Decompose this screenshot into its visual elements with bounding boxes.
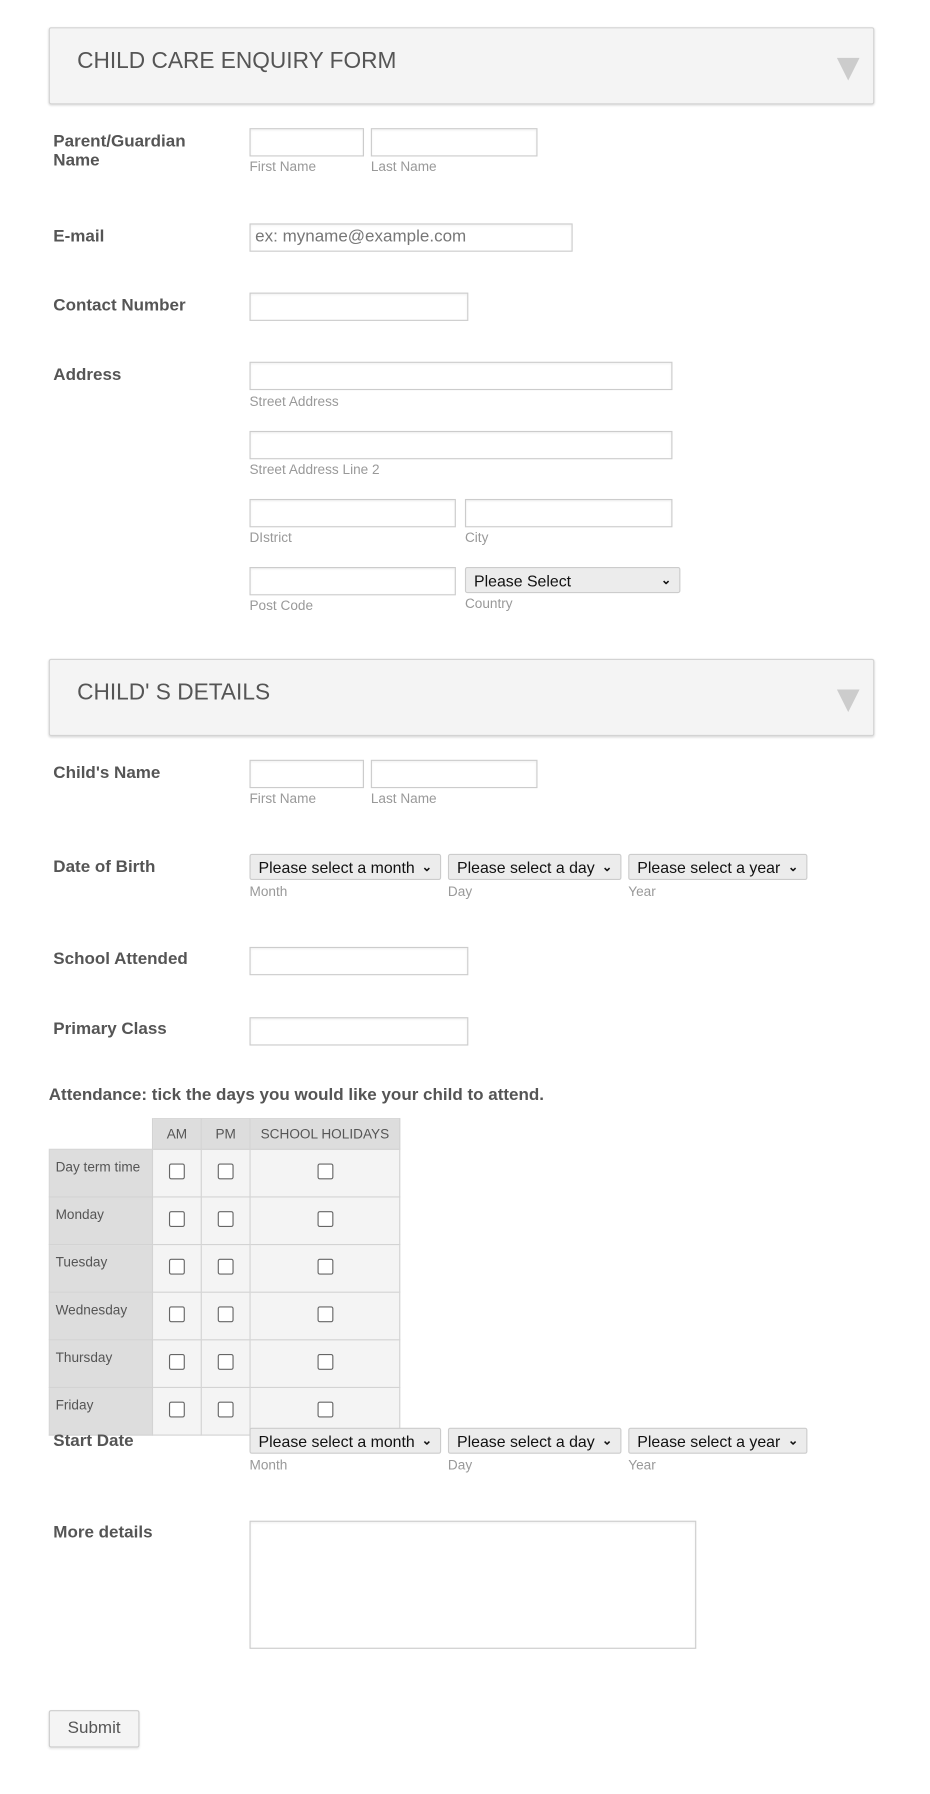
matrix-cell (201, 1292, 250, 1340)
attendance-checkbox[interactable] (317, 1163, 333, 1179)
start-year-select[interactable] (628, 1428, 807, 1454)
street-address-2-sublabel: Street Address Line 2 (249, 461, 380, 478)
day-sublabel: Day (447, 1457, 473, 1474)
attendance-checkbox[interactable] (169, 1354, 185, 1370)
district-input[interactable] (249, 499, 455, 527)
chevron-down-icon: ⌄ (660, 573, 672, 588)
section-title: CHILD' S DETAILS (77, 680, 271, 706)
contact-number-label: Contact Number (53, 295, 186, 316)
child-name-label: Child's Name (53, 763, 161, 783)
chevron-down-icon: ⌄ (787, 860, 799, 875)
child-last-name-input[interactable] (371, 760, 538, 788)
first-name-sublabel: First Name (249, 158, 317, 175)
matrix-corner (49, 1119, 152, 1150)
last-name-sublabel: Last Name (370, 790, 437, 807)
attendance-checkbox[interactable] (317, 1211, 333, 1227)
matrix-cell (153, 1387, 202, 1435)
school-attended-input[interactable] (249, 947, 468, 975)
dob-day-value: Please select a day (457, 857, 595, 877)
attendance-checkbox[interactable] (218, 1306, 234, 1322)
start-year-value: Please select a year (637, 1431, 781, 1450)
street-address-sublabel: Street Address (249, 393, 339, 410)
row-label: Monday (49, 1197, 152, 1245)
row-label: Day term time (49, 1149, 152, 1197)
matrix-cell (250, 1149, 400, 1197)
column-header: AM (153, 1119, 202, 1150)
matrix-cell (153, 1292, 202, 1340)
form-title: CHILD CARE ENQUIRY FORM (77, 48, 397, 74)
parent-last-name-input[interactable] (371, 128, 538, 156)
attendance-checkbox[interactable] (169, 1306, 185, 1322)
post-code-sublabel: Post Code (249, 597, 314, 614)
matrix-cell (153, 1245, 202, 1293)
primary-class-input[interactable] (249, 1017, 468, 1045)
school-attended-label: School Attended (53, 949, 188, 969)
chevron-down-icon: ⌄ (787, 1434, 799, 1449)
dob-label: Date of Birth (53, 857, 156, 877)
matrix-cell (201, 1387, 250, 1435)
attendance-checkbox[interactable] (218, 1354, 234, 1370)
chevron-down-icon: ⌄ (601, 1434, 613, 1449)
row-label: Thursday (49, 1340, 152, 1388)
email-input[interactable]: ex: myname@example.com (249, 223, 572, 251)
row-label: Tuesday (49, 1245, 152, 1293)
year-sublabel: Year (628, 883, 656, 900)
last-name-sublabel: Last Name (370, 158, 437, 175)
matrix-cell (250, 1197, 400, 1245)
matrix-row (49, 1245, 399, 1293)
attendance-checkbox[interactable] (317, 1306, 333, 1322)
dob-day-select[interactable] (448, 854, 622, 880)
first-name-sublabel: First Name (249, 790, 317, 807)
dob-month-select[interactable] (249, 854, 441, 880)
attendance-checkbox[interactable] (169, 1402, 185, 1418)
city-input[interactable] (465, 499, 673, 527)
attendance-checkbox[interactable] (317, 1402, 333, 1418)
chevron-down-icon: ⌄ (421, 860, 433, 875)
more-details-textarea[interactable] (249, 1521, 696, 1649)
dob-year-value: Please select a year (637, 857, 781, 877)
matrix-cell (250, 1340, 400, 1388)
attendance-checkbox[interactable] (218, 1163, 234, 1179)
matrix-header-row (49, 1119, 399, 1150)
matrix-cell (201, 1197, 250, 1245)
district-sublabel: DIstrict (249, 529, 292, 546)
attendance-checkbox[interactable] (317, 1259, 333, 1275)
email-label: E-mail (53, 226, 105, 247)
attendance-checkbox[interactable] (169, 1211, 185, 1227)
matrix-row (49, 1292, 399, 1340)
attendance-matrix (49, 1118, 401, 1436)
row-label: Friday (49, 1387, 152, 1435)
day-sublabel: Day (447, 883, 473, 900)
matrix-cell (201, 1149, 250, 1197)
country-sublabel: Country (464, 595, 513, 612)
child-first-name-input[interactable] (249, 760, 364, 788)
parent-name-label: Parent/Guardian Name (53, 131, 186, 171)
attendance-checkbox[interactable] (317, 1354, 333, 1370)
collapse-triangle-icon[interactable] (837, 58, 860, 81)
parent-first-name-input[interactable] (249, 128, 364, 156)
attendance-title: Attendance: tick the days you would like your child to attend. (48, 1085, 545, 1105)
matrix-cell (201, 1245, 250, 1293)
city-sublabel: City (464, 529, 489, 546)
section-header-enquiry[interactable] (49, 27, 875, 104)
matrix-row (49, 1340, 399, 1388)
more-details-label: More details (53, 1522, 153, 1543)
primary-class-label: Primary Class (53, 1019, 167, 1039)
post-code-input[interactable] (249, 567, 455, 595)
contact-number-input[interactable] (249, 293, 468, 321)
column-header: PM (201, 1119, 250, 1150)
country-select[interactable] (465, 567, 680, 593)
matrix-row (49, 1149, 399, 1197)
row-label: Wednesday (49, 1292, 152, 1340)
matrix-cell (153, 1197, 202, 1245)
dob-month-value: Please select a month (258, 857, 415, 877)
year-sublabel: Year (628, 1457, 656, 1474)
attendance-checkbox[interactable] (218, 1211, 234, 1227)
section-header-child-details[interactable] (49, 659, 875, 736)
matrix-row (49, 1197, 399, 1245)
column-header: SCHOOL HOLIDAYS (250, 1119, 400, 1150)
matrix-cell (250, 1245, 400, 1293)
start-day-select[interactable] (448, 1428, 622, 1454)
dob-year-select[interactable] (628, 854, 807, 880)
attendance-checkbox[interactable] (218, 1259, 234, 1275)
street-address-input[interactable] (249, 362, 672, 390)
chevron-down-icon: ⌄ (421, 1434, 433, 1449)
chevron-down-icon: ⌄ (601, 860, 613, 875)
month-sublabel: Month (249, 1457, 288, 1474)
matrix-cell (153, 1340, 202, 1388)
street-address-2-input[interactable] (249, 431, 672, 459)
start-month-select[interactable] (249, 1428, 441, 1454)
matrix-cell (201, 1340, 250, 1388)
attendance-checkbox[interactable] (169, 1163, 185, 1179)
address-label: Address (53, 365, 122, 385)
start-month-value: Please select a month (258, 1431, 415, 1450)
attendance-checkbox[interactable] (169, 1259, 185, 1275)
month-sublabel: Month (249, 883, 288, 900)
start-date-label: Start Date (53, 1431, 134, 1451)
matrix-cell (250, 1292, 400, 1340)
start-day-value: Please select a day (457, 1431, 595, 1450)
submit-button[interactable]: Submit (49, 1710, 140, 1747)
matrix-cell (153, 1149, 202, 1197)
country-value: Please Select (474, 570, 572, 590)
collapse-triangle-icon[interactable] (837, 689, 860, 712)
attendance-checkbox[interactable] (218, 1402, 234, 1418)
